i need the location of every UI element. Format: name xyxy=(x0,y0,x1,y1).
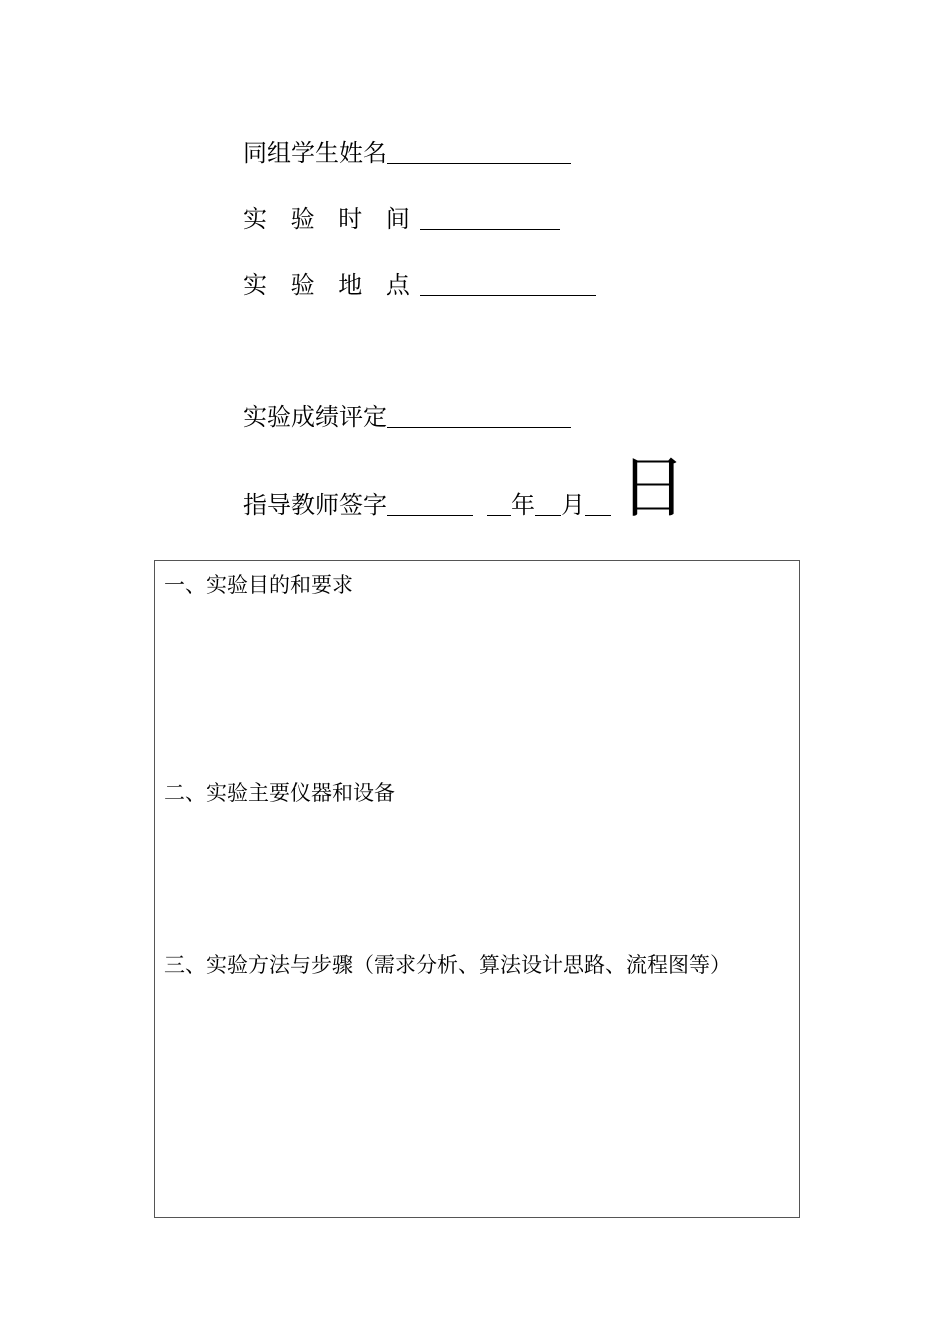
section-heading-objectives: 一、实验目的和要求 xyxy=(164,573,353,597)
experiment-time-row xyxy=(243,194,560,234)
section-heading-methods: 三、实验方法与步骤（需求分析、算法设计思路、流程图等） xyxy=(164,953,731,977)
month-blank[interactable] xyxy=(535,489,561,516)
teacher-signature-blank[interactable] xyxy=(387,489,473,516)
experiment-time-blank[interactable] xyxy=(420,203,560,230)
year-label: 年 xyxy=(511,491,535,519)
experiment-location-label: 实 验 地 点 xyxy=(243,271,418,299)
experiment-location-blank[interactable] xyxy=(420,269,596,296)
teacher-signature-row xyxy=(243,449,688,528)
report-content-box xyxy=(154,560,800,1218)
group-members-label: 同组学生姓名 xyxy=(243,139,387,167)
grade-row xyxy=(243,392,571,432)
year-blank[interactable] xyxy=(487,489,511,516)
experiment-location-row xyxy=(243,260,596,300)
experiment-time-label: 实 验 时 间 xyxy=(243,205,418,233)
teacher-signature-label: 指导教师签字 xyxy=(243,491,387,519)
grade-label: 实验成绩评定 xyxy=(243,403,387,431)
month-label: 月 xyxy=(561,491,585,519)
grade-blank[interactable] xyxy=(387,401,571,428)
day-label: 日 xyxy=(619,449,688,528)
section-heading-equipment: 二、实验主要仪器和设备 xyxy=(164,781,395,805)
day-blank[interactable] xyxy=(585,489,611,516)
group-members-blank[interactable] xyxy=(387,137,571,164)
group-members-row xyxy=(243,128,571,168)
